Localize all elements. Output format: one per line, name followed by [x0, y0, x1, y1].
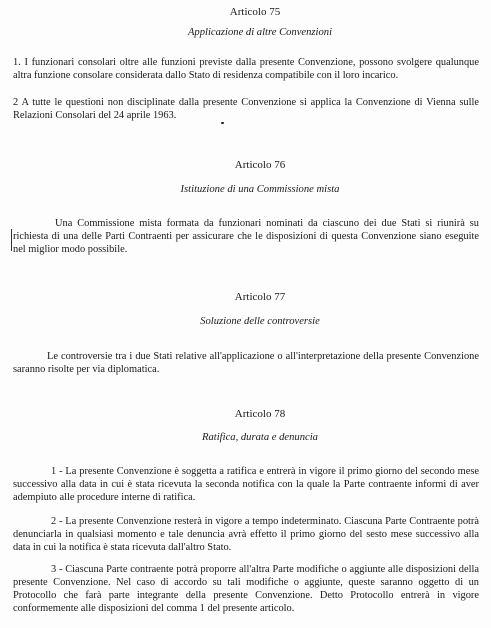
article-75-title: Applicazione di altre Convenzioni: [187, 27, 333, 38]
article-77-paragraph-1: Le controversie tra i due Stati relative all'applicazione o all'interpretazione della presente Convenzione saranno risolte per via diplomatica.: [13, 351, 479, 375]
article-78-paragraph-3: 3 - Ciascuna Parte contraente potrà proporre all'altra Parte modifiche o aggiunte alle disposizioni della presente Convenzione. Nel caso di accordo su tali modifiche o aggiunte, queste saranno oggetto di un Protocollo che farà parte integrante della presente Convenzione. Detto Protocollo entrerà in vigore conformemente alle disposizioni del comma 1 del presente articolo.: [13, 564, 479, 614]
article-77-title: Soluzione delle controversie: [200, 316, 320, 327]
article-77-heading: Articolo 77: [234, 291, 286, 303]
article-76-paragraph-1: Una Commissione mista formata da funzionari nominati da ciascuno dei due Stati si riunirà su richiesta di una delle Parti Contraenti per assicurare che le disposizioni di questa Convenzione siano eseguite nel miglior modo possibile.: [13, 218, 479, 255]
article-78-paragraph-1: 1 - La presente Convenzione è soggetta a ratifica e entrerà in vigore il primo giorno del secondo mese successivo alla data in cui è stata ricevuta la seconda notifica con la quale la Parte contraente informi di aver adempiuto alle procedure interne di ratifica.: [13, 466, 479, 503]
article-78-paragraph-2: 2 - La presente Convenzione resterà in vigore a tempo indeterminato. Ciascuna Parte Contraente potrà denunciarla in qualsiasi momento e tale denuncia avrà effetto il primo giorno del sesto mese successivo alla data in cui la notifica è stata ricevuta dall'altro Stato.: [13, 516, 479, 553]
article-76-title: Istituzione di una Commissione mista: [180, 184, 340, 195]
article-75-paragraph-2: 2 A tutte le questioni non disciplinate dalla presente Convenzione si applica la Convenzione di Vienna sulle Relazioni Consolari del 24 aprile 1963.: [13, 97, 479, 121]
scan-speck: [221, 122, 224, 124]
article-78-title: Ratifica, durata e denuncia: [202, 432, 318, 443]
margin-mark: [11, 229, 12, 251]
article-75-paragraph-1: 1. I funzionari consolari oltre alle funzioni previste dalla presente Convenzione, possono svolgere qualunque altra funzione consolare considerata dallo Stato di residenza compatibile con il loro incarico.: [13, 57, 479, 81]
article-75-heading: Articolo 75: [229, 6, 281, 18]
article-76-heading: Articolo 76: [234, 159, 286, 171]
article-78-heading: Articolo 78: [234, 408, 286, 420]
